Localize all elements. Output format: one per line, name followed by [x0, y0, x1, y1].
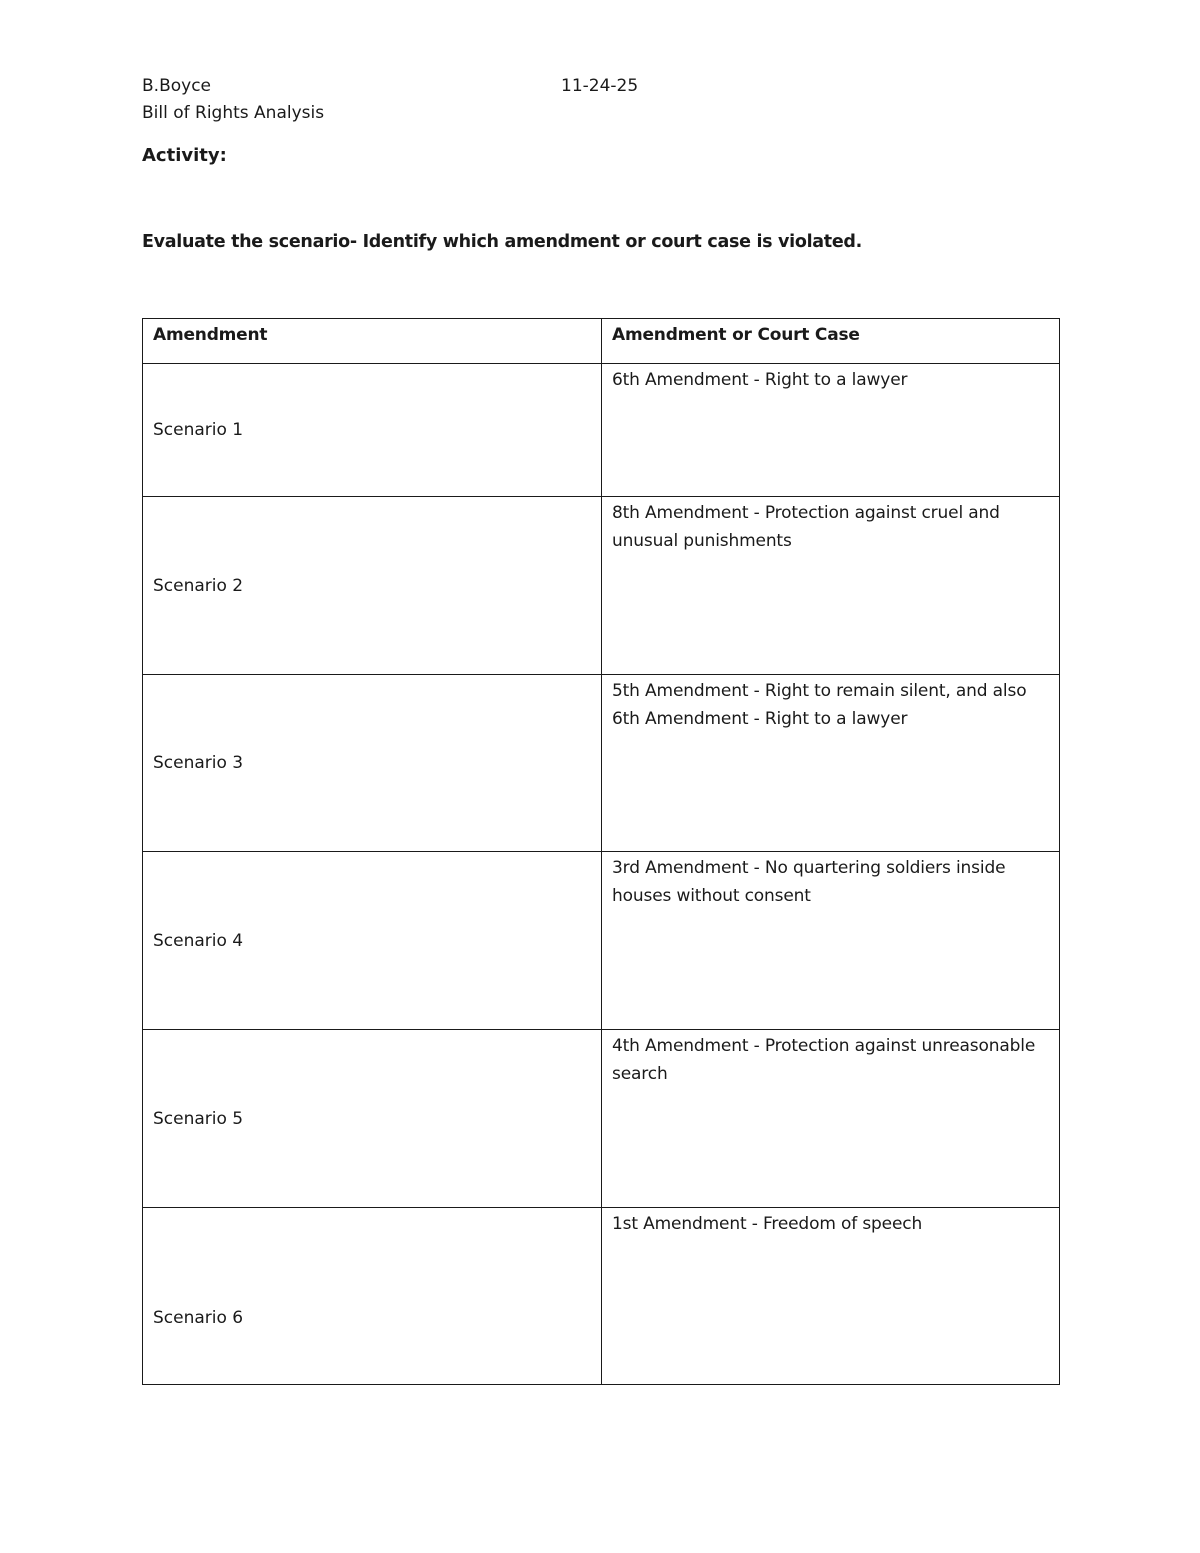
scenario-label: Scenario 5: [143, 1030, 602, 1208]
author-name: B.Boyce: [142, 76, 211, 96]
scenario-label: Scenario 1: [143, 364, 602, 497]
scenario-label: Scenario 6: [143, 1208, 602, 1385]
scenario-table: [142, 318, 1060, 1385]
answer-cell: 1st Amendment - Freedom of speech: [602, 1208, 1060, 1385]
scenario-label: Scenario 2: [143, 497, 602, 675]
answer-cell: 3rd Amendment - No quartering soldiers inside houses without consent: [602, 852, 1060, 1030]
activity-heading: Activity:: [142, 145, 227, 166]
answer-cell: 5th Amendment - Right to remain silent, and also 6th Amendment - Right to a lawyer: [602, 675, 1060, 852]
answer-cell: 8th Amendment - Protection against cruel and unusual punishments: [602, 497, 1060, 675]
table-row: [143, 1208, 1060, 1385]
header-amendment-or-court-case: Amendment or Court Case: [602, 319, 1060, 364]
document-subject: Bill of Rights Analysis: [142, 103, 325, 123]
answer-cell: 6th Amendment - Right to a lawyer: [602, 364, 1060, 497]
table-row: [143, 852, 1060, 1030]
table-row: [143, 497, 1060, 675]
table-row: [143, 675, 1060, 852]
scenario-label: Scenario 4: [143, 852, 602, 1030]
answer-cell: 4th Amendment - Protection against unreasonable search: [602, 1030, 1060, 1208]
document-date: 11-24-25: [561, 76, 639, 96]
table-row: [143, 364, 1060, 497]
table-header-row: [143, 319, 1060, 364]
scenario-label: Scenario 3: [143, 675, 602, 852]
instructions-text: Evaluate the scenario- Identify which amendment or court case is violated.: [142, 232, 862, 252]
table-row: [143, 1030, 1060, 1208]
header-amendment: Amendment: [143, 319, 602, 364]
